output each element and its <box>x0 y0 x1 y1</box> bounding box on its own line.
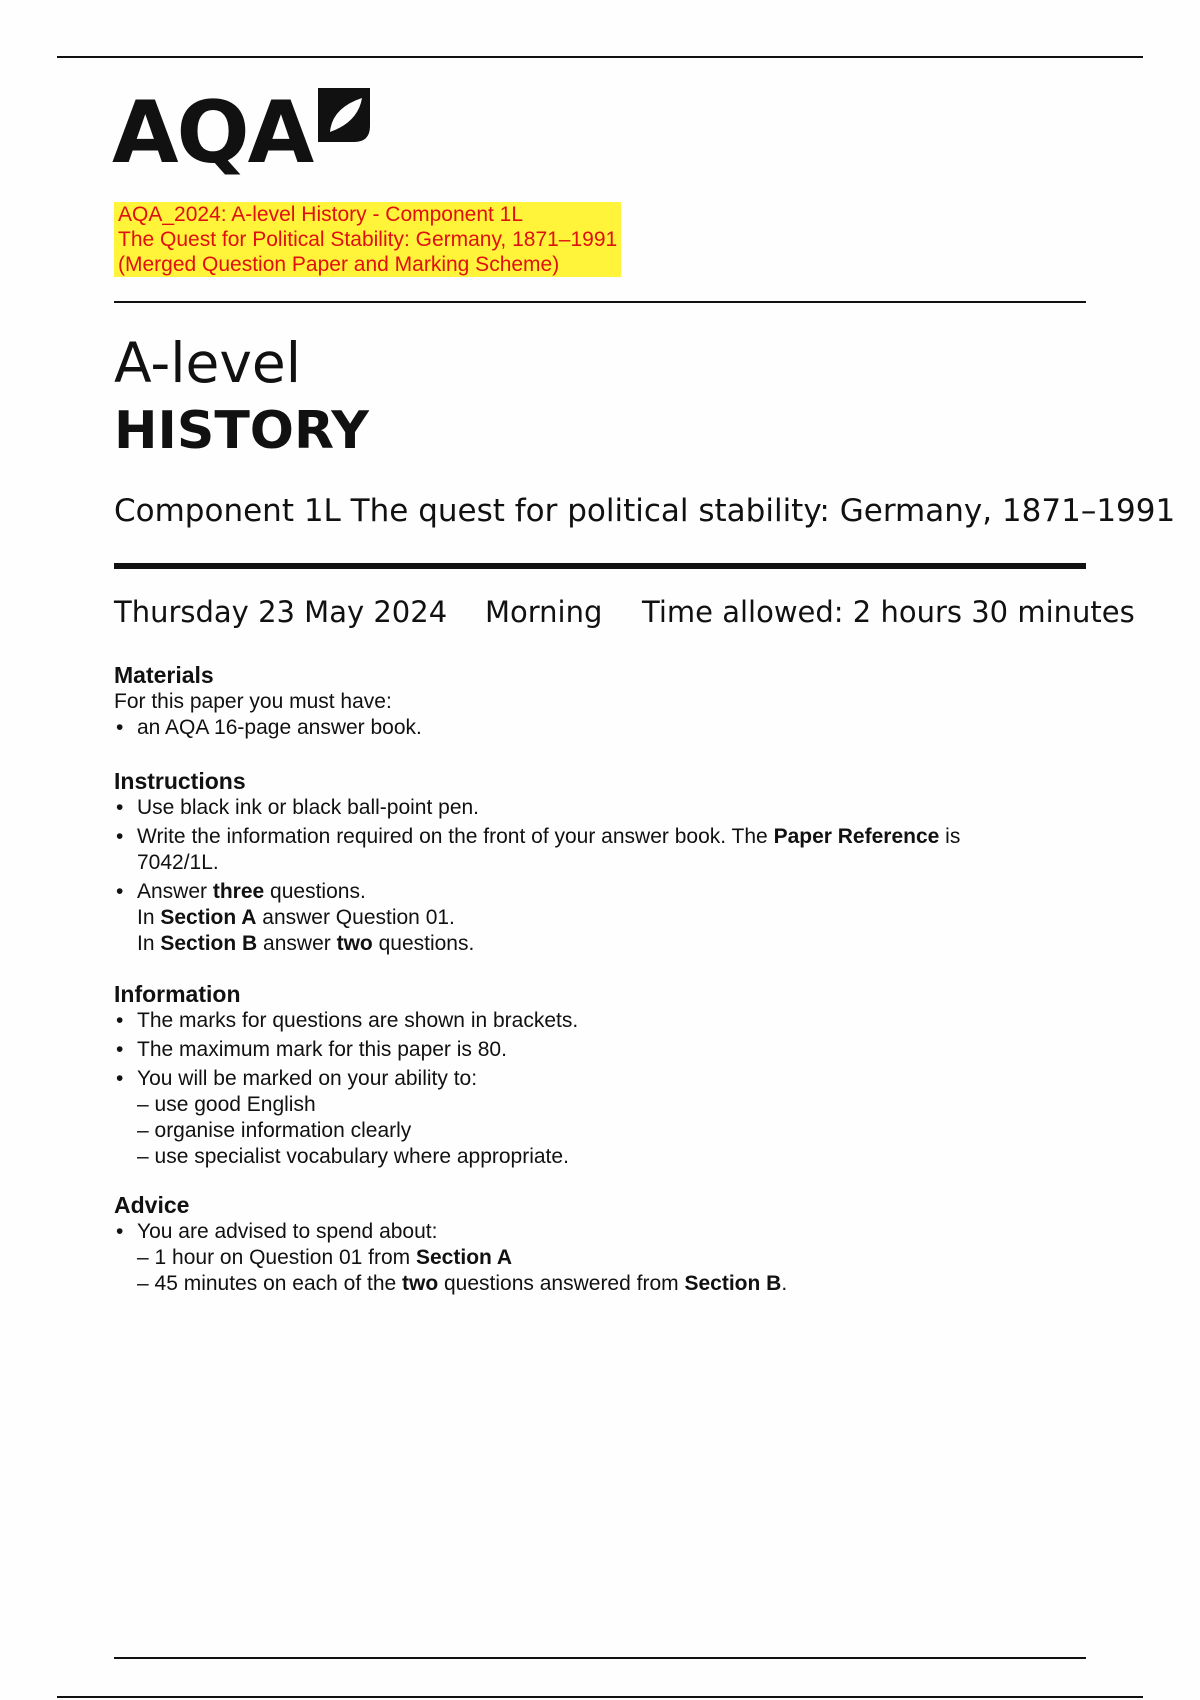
qualification-level: A-level <box>114 331 302 395</box>
instructions-section <box>114 767 1034 960</box>
instruction-ink: • Use black ink or black ball-point pen. <box>114 795 1034 821</box>
header-note <box>114 202 621 277</box>
information-ability: • You will be marked on your ability to: – use good English – organise information clearly – use specialist vocabulary where appropriate. <box>114 1066 578 1170</box>
advice-time: • You are advised to spend about: – 1 hour on Question 01 from Section A – 45 minutes on each of the two questions answered from Section B. <box>114 1219 787 1297</box>
aqa-logo-text: AQA <box>112 83 313 183</box>
header-note-line-2: The Quest for Political Stability: Germany, 1871–1991 <box>118 228 618 251</box>
footer-divider <box>114 1657 1086 1659</box>
header-note-line-3: (Merged Question Paper and Marking Scheme) <box>118 253 560 276</box>
subject-title: HISTORY <box>114 401 369 461</box>
exam-date: Thursday 23 May 2024 <box>114 595 448 629</box>
materials-heading: Materials <box>114 662 214 688</box>
information-heading: Information <box>114 981 241 1007</box>
header-divider <box>114 301 1086 303</box>
exam-session: Morning <box>485 595 603 629</box>
top-page-rule <box>57 56 1143 58</box>
header-note-line-1: AQA_2024: A-level History - Component 1L <box>118 203 524 226</box>
bottom-page-rule <box>57 1696 1143 1698</box>
materials-section <box>114 661 422 744</box>
instruction-answer-questions: • Answer three questions. In Section A answer Question 01. In Section B answer two questions. <box>114 879 1034 957</box>
aqa-swoosh-icon <box>316 86 372 144</box>
information-section <box>114 980 578 1173</box>
aqa-logo <box>112 83 382 183</box>
information-max-mark: • The maximum mark for this paper is 80. <box>114 1037 578 1063</box>
component-title: Component 1L The quest for political stability: Germany, 1871–1991 <box>114 493 1176 529</box>
advice-section <box>114 1191 787 1300</box>
materials-item: • an AQA 16-page answer book. <box>114 715 422 741</box>
advice-heading: Advice <box>114 1192 190 1218</box>
component-thick-divider <box>114 563 1086 569</box>
instruction-paper-reference: • Write the information required on the front of your answer book. The Paper Reference is 7042/1L. <box>114 824 1017 876</box>
time-allowed: Time allowed: 2 hours 30 minutes <box>642 595 1135 629</box>
information-marks: • The marks for questions are shown in brackets. <box>114 1008 578 1034</box>
instructions-heading: Instructions <box>114 768 246 794</box>
materials-intro: For this paper you must have: <box>114 690 392 713</box>
